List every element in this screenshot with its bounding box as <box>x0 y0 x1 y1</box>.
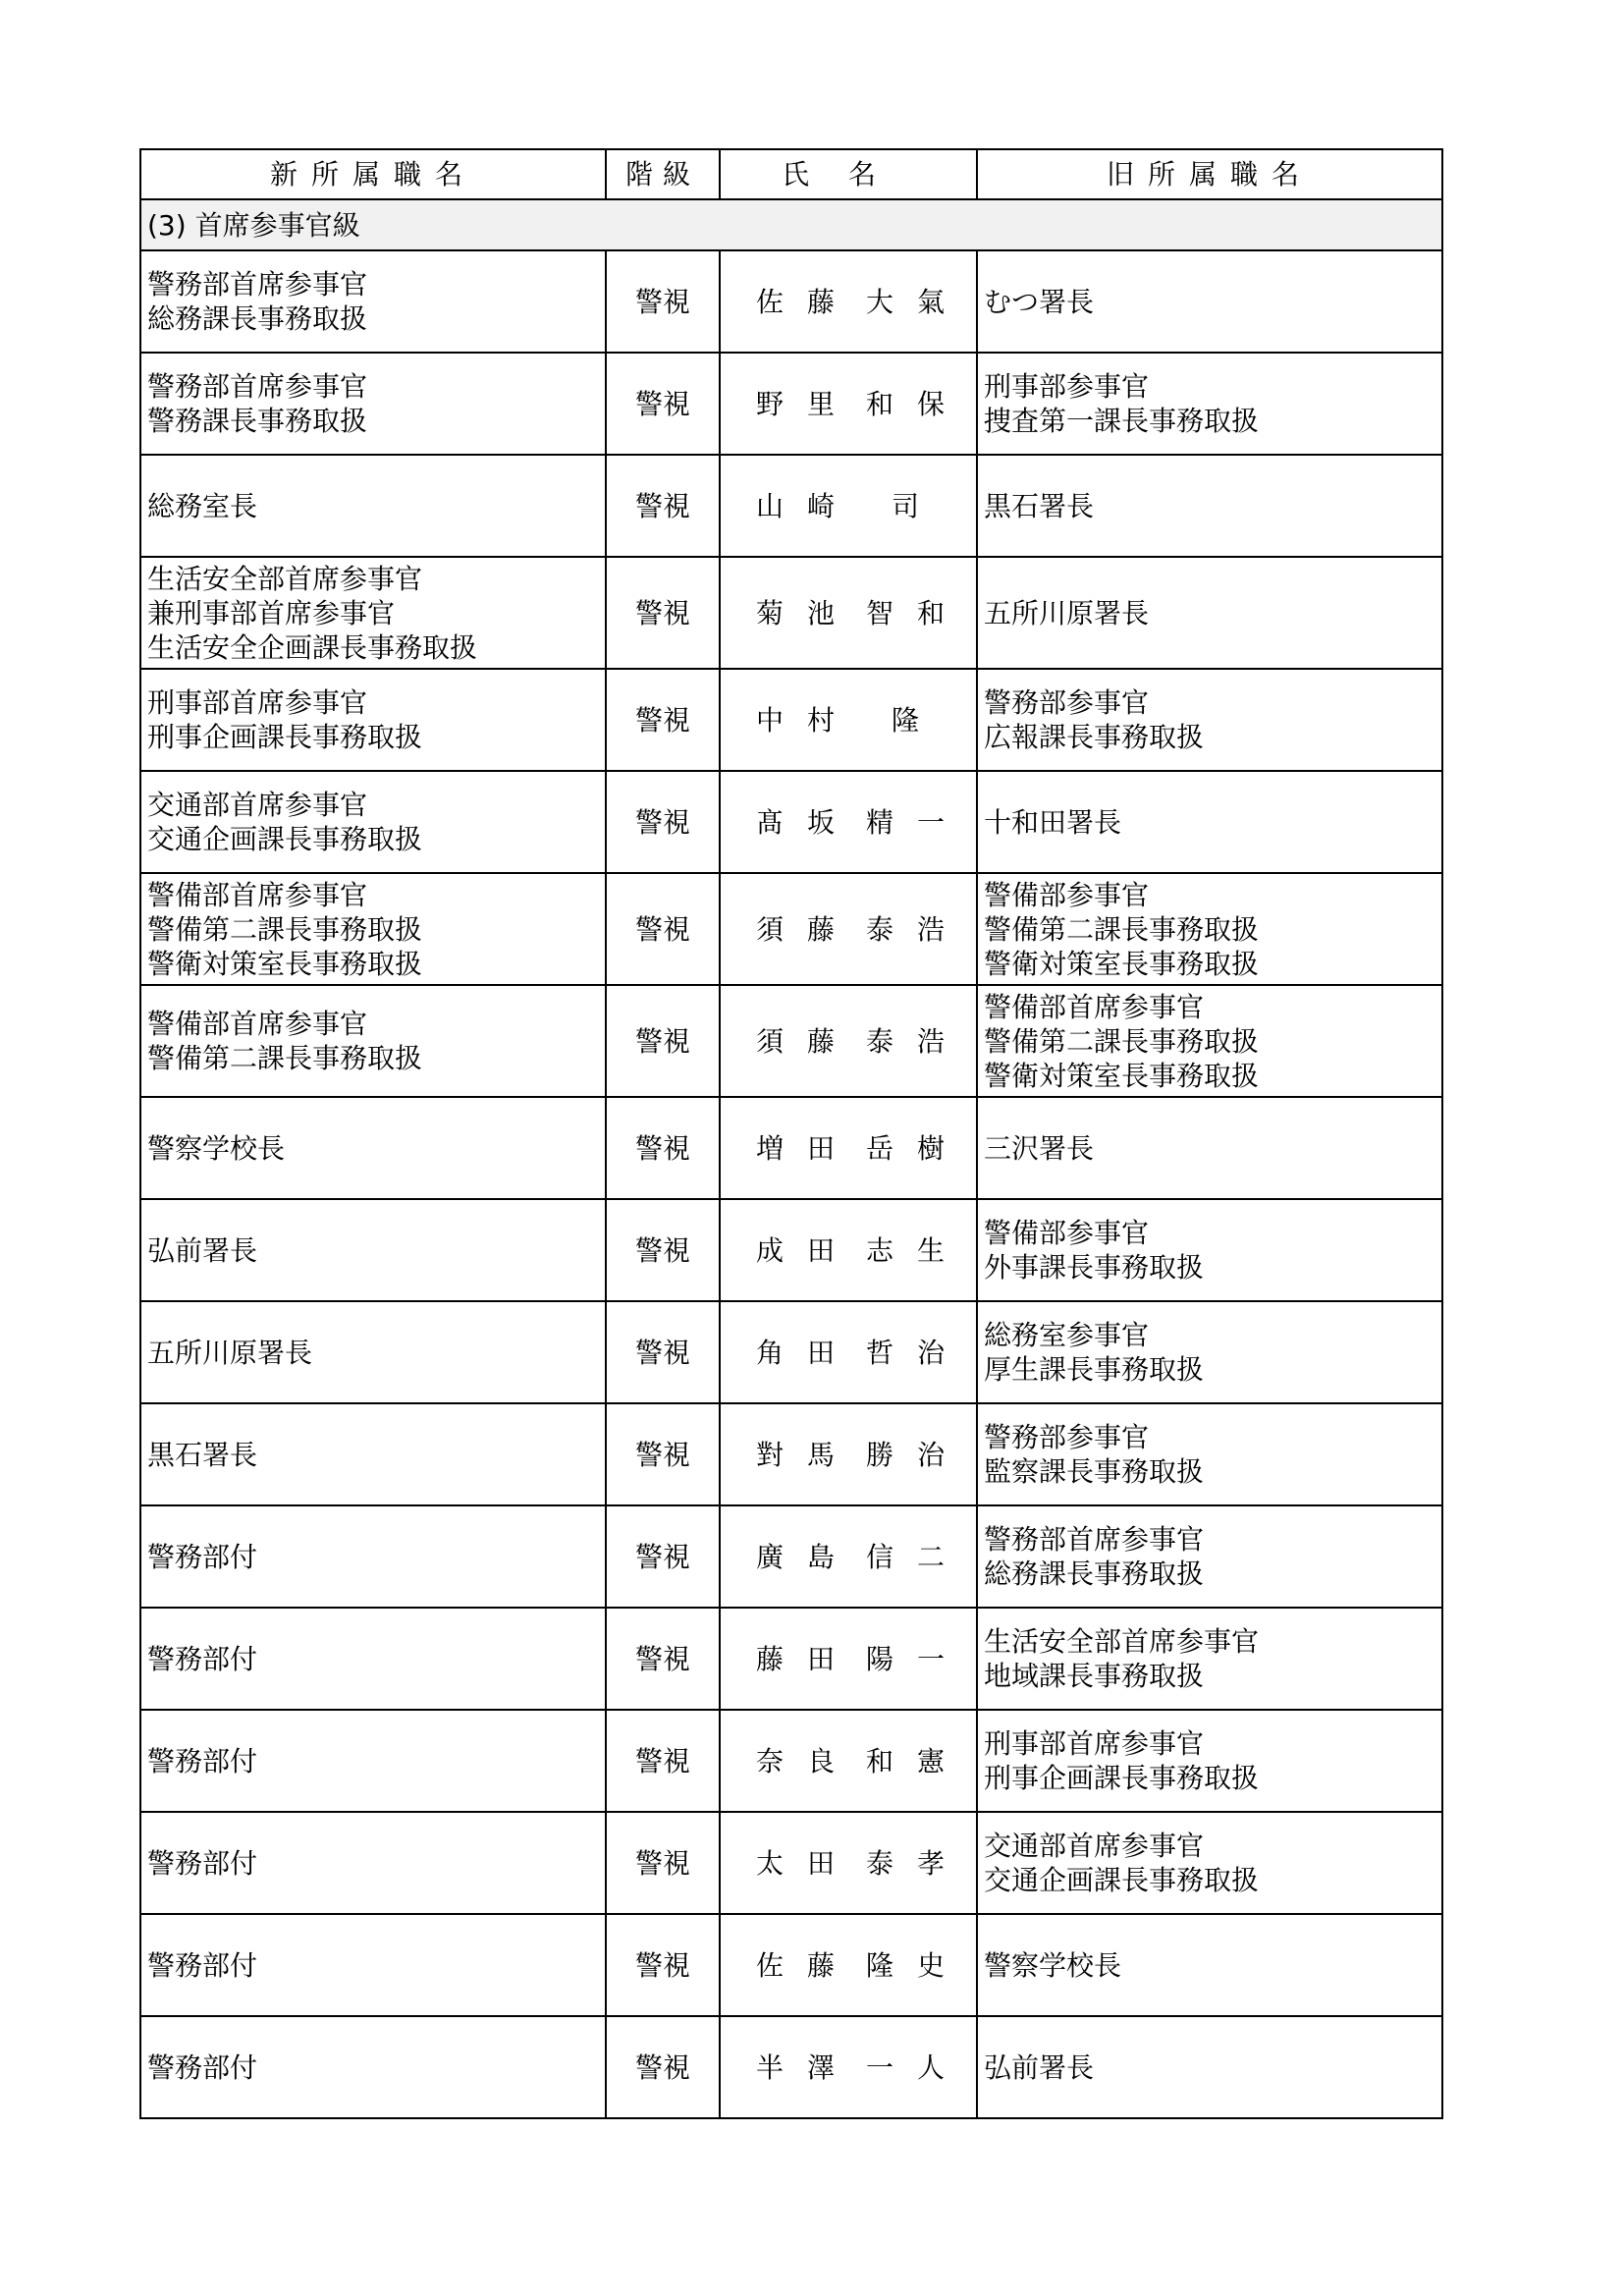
old-post-line: 監察課長事務取扱 <box>984 1455 1205 1488</box>
family-name: 野 里 <box>756 387 835 420</box>
person-name <box>721 387 976 421</box>
new-post-cell <box>140 771 606 873</box>
old-post-cell <box>977 1097 1442 1199</box>
table-row <box>140 771 1442 873</box>
old-post-line: 弘前署長 <box>984 2050 1095 2084</box>
new-post-cell <box>140 1505 606 1608</box>
given-name: 信 二 <box>866 1540 945 1573</box>
family-name: 菊 池 <box>756 596 835 629</box>
old-post-line: 警備部参事官 <box>984 878 1150 911</box>
name-cell <box>720 669 977 771</box>
old-post-cell <box>977 353 1442 455</box>
table-row <box>140 1505 1442 1608</box>
old-post-cell <box>977 1812 1442 1914</box>
new-post-cell <box>140 250 606 353</box>
name-cell <box>720 1301 977 1403</box>
new-post-line: 警務部付 <box>147 1948 258 1982</box>
person-name <box>721 1438 976 1472</box>
new-post-line: 警備第二課長事務取扱 <box>147 1042 423 1074</box>
old-post-cell <box>977 1505 1442 1608</box>
new-post-cell <box>140 1710 606 1812</box>
old-post-line: 警察学校長 <box>984 1948 1122 1982</box>
new-post-cell <box>140 1199 606 1301</box>
header-row <box>140 149 1442 199</box>
old-post-line: 警備部参事官 <box>984 1217 1150 1249</box>
new-post-cell <box>140 1608 606 1710</box>
new-post-line: 警察学校長 <box>147 1131 286 1165</box>
given-name: 志 生 <box>866 1233 945 1267</box>
rank-cell: 警視 <box>606 1608 720 1710</box>
new-post-line: 警備第二課長事務取扱 <box>147 912 423 946</box>
person-name <box>721 1744 976 1778</box>
name-cell <box>720 1812 977 1914</box>
new-post-line: 生活安全部首席参事官 <box>147 562 423 595</box>
old-post-line: 厚生課長事務取扱 <box>984 1353 1205 1386</box>
new-post-cell <box>140 557 606 669</box>
given-name: 和 保 <box>866 387 945 420</box>
family-name: 半 澤 <box>756 2050 835 2084</box>
given-name: 勝 治 <box>866 1438 945 1471</box>
family-name: 髙 坂 <box>756 805 835 839</box>
new-post-line: 刑事部首席参事官 <box>147 686 368 719</box>
old-post-line: 五所川原署長 <box>984 596 1150 629</box>
name-cell <box>720 1608 977 1710</box>
name-cell <box>720 1403 977 1505</box>
given-name: 隆 史 <box>866 1948 945 1982</box>
person-name <box>721 1336 976 1370</box>
old-post-line: 警務部参事官 <box>984 1421 1150 1453</box>
new-post-line: 警務部付 <box>147 2050 258 2084</box>
family-name: 佐 藤 <box>756 1948 835 1982</box>
new-post-line: 黒石署長 <box>147 1438 258 1471</box>
person-name <box>721 285 976 319</box>
family-name: 奈 良 <box>756 1744 835 1777</box>
given-name: 大 氣 <box>866 285 945 318</box>
person-name <box>721 1642 976 1676</box>
new-post-line: 警務部付 <box>147 1744 258 1777</box>
old-post-line: 刑事部首席参事官 <box>984 1727 1205 1760</box>
new-post-line: 警備部首席参事官 <box>147 878 368 911</box>
table-row <box>140 985 1442 1097</box>
table-row <box>140 1608 1442 1710</box>
rank-cell: 警視 <box>606 669 720 771</box>
old-post-line: 交通企画課長事務取扱 <box>984 1864 1260 1896</box>
rank-cell: 警視 <box>606 985 720 1097</box>
header-name: 氏名 <box>720 149 977 199</box>
new-post-line: 生活安全企画課長事務取扱 <box>147 630 478 664</box>
header-old-post: 旧所属職名 <box>977 149 1442 199</box>
rank-cell: 警視 <box>606 771 720 873</box>
person-name <box>721 1948 976 1983</box>
name-cell <box>720 455 977 557</box>
old-post-cell <box>977 1199 1442 1301</box>
given-name: 隆 <box>891 703 919 737</box>
new-post-line: 警務部付 <box>147 1540 258 1573</box>
new-post-line: 交通部首席参事官 <box>147 789 368 821</box>
family-name: 須 藤 <box>756 1024 835 1058</box>
person-name <box>721 489 976 523</box>
old-post-cell <box>977 1301 1442 1403</box>
old-post-line: 総務室参事官 <box>984 1319 1150 1351</box>
new-post-cell <box>140 1914 606 2016</box>
given-name: 陽 一 <box>866 1642 945 1675</box>
rank-cell: 警視 <box>606 455 720 557</box>
old-post-cell <box>977 250 1442 353</box>
family-name: 對 馬 <box>756 1438 835 1471</box>
given-name: 一 人 <box>866 2050 945 2084</box>
rank-cell: 警視 <box>606 2016 720 2118</box>
old-post-line: 警備部首席参事官 <box>984 990 1205 1023</box>
rank-cell: 警視 <box>606 873 720 985</box>
old-post-cell <box>977 1608 1442 1710</box>
old-post-line: 生活安全部首席参事官 <box>984 1625 1260 1658</box>
old-post-cell <box>977 1403 1442 1505</box>
new-post-line: 弘前署長 <box>147 1233 258 1267</box>
old-post-cell <box>977 873 1442 985</box>
family-name: 藤 田 <box>756 1642 835 1675</box>
name-cell <box>720 1199 977 1301</box>
new-post-line: 総務課長事務取扱 <box>147 302 368 335</box>
new-post-cell <box>140 985 606 1097</box>
old-post-cell <box>977 557 1442 669</box>
old-post-line: 警衛対策室長事務取扱 <box>984 947 1260 980</box>
old-post-cell <box>977 985 1442 1097</box>
given-name: 泰 浩 <box>866 1024 945 1058</box>
old-post-cell <box>977 455 1442 557</box>
new-post-cell <box>140 1097 606 1199</box>
table-row <box>140 2016 1442 2118</box>
table-row <box>140 1914 1442 2016</box>
old-post-line: 広報課長事務取扱 <box>984 721 1205 753</box>
old-post-line: 警務部首席参事官 <box>984 1523 1205 1556</box>
old-post-line: 警備第二課長事務取扱 <box>984 912 1260 946</box>
given-name: 智 和 <box>866 596 945 629</box>
family-name: 成 田 <box>756 1233 835 1267</box>
table-row <box>140 353 1442 455</box>
old-post-line: 十和田署長 <box>984 805 1122 839</box>
table-header <box>140 149 1442 199</box>
person-name <box>721 1131 976 1166</box>
table-row <box>140 250 1442 353</box>
old-post-cell <box>977 2016 1442 2118</box>
given-name: 泰 孝 <box>866 1846 945 1880</box>
old-post-line: 交通部首席参事官 <box>984 1830 1205 1862</box>
name-cell <box>720 873 977 985</box>
old-post-line: 警備第二課長事務取扱 <box>984 1024 1260 1058</box>
person-name <box>721 1846 976 1881</box>
name-cell <box>720 1710 977 1812</box>
table-row <box>140 669 1442 771</box>
new-post-cell <box>140 1812 606 1914</box>
new-post-line: 刑事企画課長事務取扱 <box>147 721 423 753</box>
family-name: 山 崎 <box>756 489 835 522</box>
name-cell <box>720 250 977 353</box>
old-post-line: 刑事企画課長事務取扱 <box>984 1762 1260 1794</box>
personnel-roster-table <box>139 148 1443 2119</box>
section-block <box>140 199 1442 250</box>
person-name <box>721 596 976 630</box>
name-cell <box>720 1097 977 1199</box>
name-cell <box>720 353 977 455</box>
family-name: 太 田 <box>756 1846 835 1880</box>
family-name: 佐 藤 <box>756 285 835 318</box>
new-post-line: 五所川原署長 <box>147 1336 313 1369</box>
new-post-cell <box>140 1403 606 1505</box>
new-post-line: 警務部首席参事官 <box>147 370 368 403</box>
header-new-post: 新所属職名 <box>140 149 606 199</box>
new-post-cell <box>140 353 606 455</box>
person-name <box>721 1540 976 1574</box>
rank-cell: 警視 <box>606 1710 720 1812</box>
new-post-cell <box>140 873 606 985</box>
old-post-line: 刑事部参事官 <box>984 370 1150 403</box>
person-name <box>721 1233 976 1268</box>
new-post-line: 警務部付 <box>147 1846 258 1880</box>
new-post-line: 交通企画課長事務取扱 <box>147 823 423 855</box>
old-post-line: 警衛対策室長事務取扱 <box>984 1059 1260 1092</box>
given-name: 和 憲 <box>866 1744 945 1777</box>
family-name: 須 藤 <box>756 912 835 946</box>
new-post-line: 警備部首席参事官 <box>147 1008 368 1040</box>
section-title: (3) 首席参事官級 <box>140 199 1442 250</box>
rank-cell: 警視 <box>606 557 720 669</box>
old-post-cell <box>977 771 1442 873</box>
family-name: 中 村 <box>756 703 835 737</box>
rank-cell: 警視 <box>606 1914 720 2016</box>
new-post-cell <box>140 455 606 557</box>
old-post-line: 捜査第一課長事務取扱 <box>984 405 1260 437</box>
person-name <box>721 2050 976 2085</box>
table-row <box>140 1199 1442 1301</box>
table-row <box>140 455 1442 557</box>
old-post-line: 総務課長事務取扱 <box>984 1558 1205 1590</box>
old-post-line: 黒石署長 <box>984 489 1095 522</box>
rank-cell: 警視 <box>606 353 720 455</box>
new-post-cell <box>140 1301 606 1403</box>
table-row <box>140 1812 1442 1914</box>
new-post-line: 警務部付 <box>147 1642 258 1675</box>
old-post-line: 警務部参事官 <box>984 686 1150 719</box>
rank-cell: 警視 <box>606 1097 720 1199</box>
given-name: 哲 治 <box>866 1336 945 1369</box>
person-name <box>721 912 976 947</box>
table-row <box>140 1301 1442 1403</box>
old-post-line: 地域課長事務取扱 <box>984 1660 1205 1692</box>
rank-cell: 警視 <box>606 1403 720 1505</box>
new-post-cell <box>140 669 606 771</box>
old-post-line: 外事課長事務取扱 <box>984 1251 1205 1284</box>
new-post-line: 警務課長事務取扱 <box>147 405 368 437</box>
family-name: 廣 島 <box>756 1540 835 1573</box>
old-post-line: むつ署長 <box>984 285 1095 318</box>
rank-cell: 警視 <box>606 1812 720 1914</box>
name-cell <box>720 557 977 669</box>
given-name: 泰 浩 <box>866 912 945 946</box>
new-post-line: 総務室長 <box>147 489 258 522</box>
name-cell <box>720 771 977 873</box>
new-post-line: 警衛対策室長事務取扱 <box>147 947 423 980</box>
name-cell <box>720 2016 977 2118</box>
new-post-line: 警務部首席参事官 <box>147 268 368 301</box>
name-cell <box>720 1914 977 2016</box>
rank-cell: 警視 <box>606 1301 720 1403</box>
given-name: 岳 樹 <box>866 1131 945 1165</box>
table-row <box>140 1710 1442 1812</box>
given-name: 司 <box>891 489 919 522</box>
header-rank: 階級 <box>606 149 720 199</box>
person-name <box>721 1024 976 1059</box>
family-name: 角 田 <box>756 1336 835 1369</box>
rank-cell: 警視 <box>606 1505 720 1608</box>
old-post-cell <box>977 1914 1442 2016</box>
new-post-cell <box>140 2016 606 2118</box>
table-row <box>140 557 1442 669</box>
rank-cell: 警視 <box>606 1199 720 1301</box>
new-post-line: 兼刑事部首席参事官 <box>147 596 396 629</box>
name-cell <box>720 1505 977 1608</box>
family-name: 増 田 <box>756 1131 835 1165</box>
table-row <box>140 873 1442 985</box>
section-row <box>140 199 1442 250</box>
old-post-cell <box>977 1710 1442 1812</box>
old-post-line: 三沢署長 <box>984 1131 1095 1165</box>
old-post-cell <box>977 669 1442 771</box>
table-row <box>140 1097 1442 1199</box>
name-cell <box>720 985 977 1097</box>
person-name <box>721 805 976 840</box>
roster-rows <box>140 250 1442 2118</box>
given-name: 精 一 <box>866 805 945 839</box>
person-name <box>721 703 976 738</box>
rank-cell: 警視 <box>606 250 720 353</box>
table-row <box>140 1403 1442 1505</box>
